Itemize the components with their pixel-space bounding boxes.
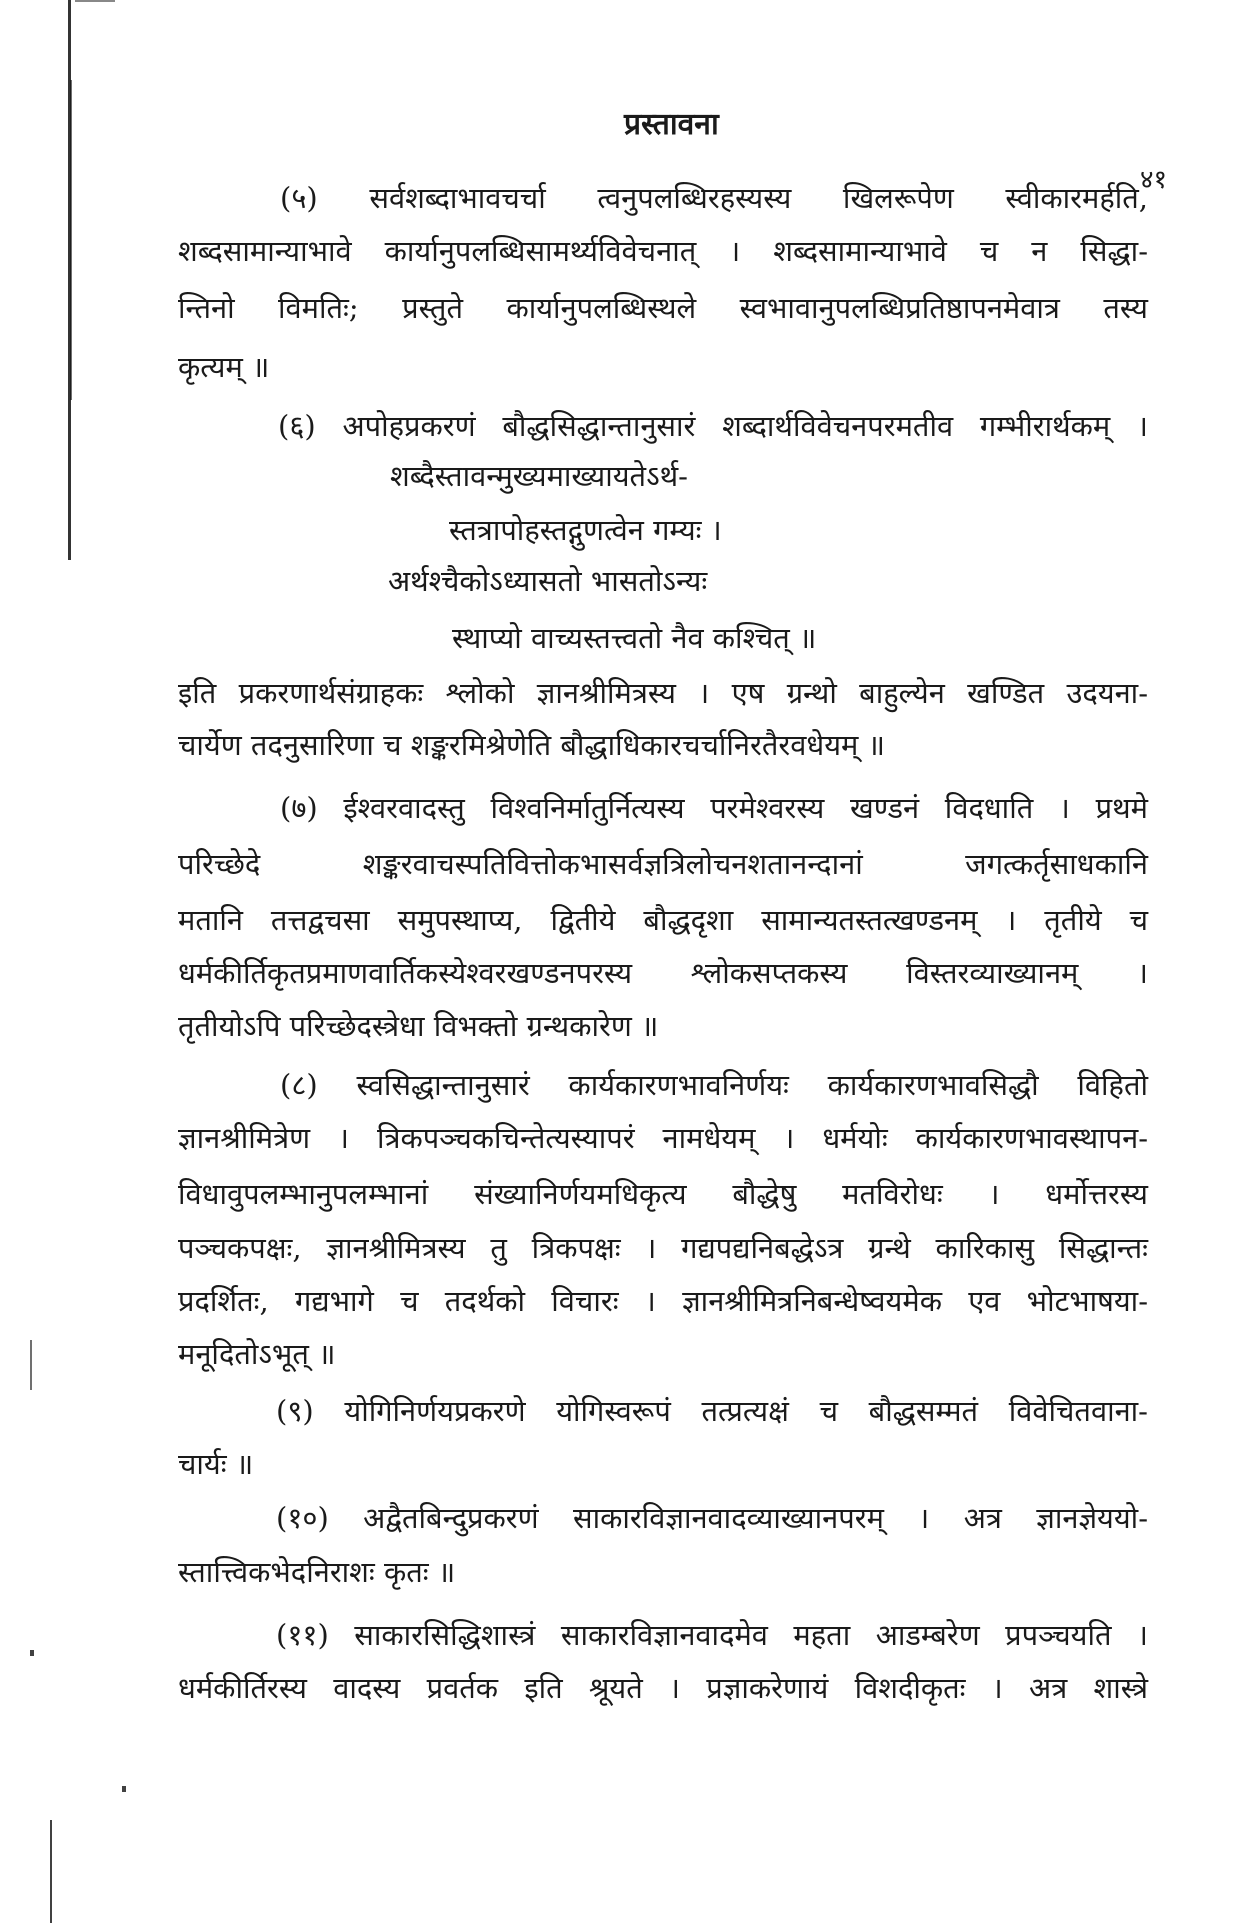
verse-line: शब्दैस्तावन्मुख्यमाख्यायतेऽर्थ- [390, 459, 688, 493]
paragraph-line: स्तात्त्विकभेदनिराशः कृतः ॥ [178, 1555, 456, 1589]
paragraph-line: (६) अपोहप्रकरणं बौद्धसिद्धान्तानुसारं शब्दार्थविवेचनपरमतीव गम्भीरार्थकम् । [278, 409, 1148, 443]
running-header: प्रस्तावना [624, 107, 719, 142]
paragraph-line: (१०) अद्वैतबिन्दुप्रकरणं साकारविज्ञानवादव्याख्यानपरम् । अत्र ज्ञानज्ञेययो- [276, 1501, 1148, 1535]
paragraph-line: धर्मकीर्तिकृतप्रमाणवार्तिकस्येश्वरखण्डनपरस्य श्लोकसप्तकस्य विस्तरव्याख्यानम् । [178, 956, 1148, 990]
paragraph-line: मतानि तत्तद्वचसा समुपस्थाप्य, द्वितीये बौद्धदृशा सामान्यतस्तत्खण्डनम् । तृतीये च [178, 903, 1148, 937]
scan-edge-mark [50, 1820, 52, 1923]
paragraph-line: परिच्छेदे शङ्करवाचस्पतिवित्तोकभासर्वज्ञत्रिलोचनशतानन्दानां जगत्कर्तृसाधकानि [178, 847, 1148, 881]
paragraph-line: (११) साकारसिद्धिशास्त्रं साकारविज्ञानवादमेव महता आडम्बरेण प्रपञ्चयति । [276, 1618, 1148, 1652]
paragraph-line: ज्ञानश्रीमित्रेण । त्रिकपञ्चकचिन्तेत्यस्यापरं नामधेयम् । धर्मयोः कार्यकारणभावस्थापन- [178, 1121, 1148, 1155]
paragraph-line: चार्येण तदनुसारिणा च शङ्करमिश्रेणेति बौद्धाधिकारचर्चानिरतैरवधेयम् ॥ [178, 728, 885, 762]
paragraph-line: धर्मकीर्तिरस्य वादस्य प्रवर्तक इति श्रूयते । प्रज्ञाकरेणायं विशदीकृतः । अत्र शास्त्रे [178, 1671, 1148, 1705]
scan-edge-mark [30, 1650, 34, 1656]
verse-line: अर्थश्चैकोऽध्यासतो भासतोऽन्यः [388, 564, 708, 598]
paragraph-line: न्तिनो विमतिः; प्रस्तुते कार्यानुपलब्धिस्थले स्वभावानुपलब्धिप्रतिष्ठापनमेवात्र तस्य [178, 291, 1148, 325]
paragraph-line: मनूदितोऽभूत् ॥ [178, 1337, 336, 1371]
paragraph-line: शब्दसामान्याभावे कार्यानुपलब्धिसामर्थ्यविवेचनात् । शब्दसामान्याभावे च न सिद्धा- [178, 234, 1148, 268]
page-number: ४१ [1140, 165, 1168, 195]
paragraph-line: पञ्चकपक्षः, ज्ञानश्रीमित्रस्य तु त्रिकपक्षः । गद्यपद्यनिबद्धेऽत्र ग्रन्थे कारिकासु सिद्धान्तः [178, 1231, 1148, 1265]
scan-edge-mark [30, 1340, 32, 1390]
paragraph-line: इति प्रकरणार्थसंग्राहकः श्लोको ज्ञानश्रीमित्रस्य । एष ग्रन्थो बाहुल्येन खण्डित उदयना- [178, 676, 1148, 710]
verse-line: स्थाप्यो वाच्यस्तत्त्वतो नैव कश्चित् ॥ [452, 621, 817, 655]
paragraph-line: तृतीयोऽपि परिच्छेदस्त्रेधा विभक्तो ग्रन्थकारेण ॥ [178, 1009, 659, 1043]
paragraph-line: (८) स्वसिद्धान्तानुसारं कार्यकारणभावनिर्णयः कार्यकारणभावसिद्धौ विहितो [280, 1068, 1148, 1102]
paragraph-line: (५) सर्वशब्दाभावचर्चा त्वनुपलब्धिरहस्यस्य खिलरूपेण स्वीकारमर्हति, [280, 181, 1148, 215]
scan-edge-mark [122, 1786, 126, 1792]
verse-line: स्तत्रापोहस्तद्गुणत्वेन गम्यः । [449, 513, 722, 547]
paragraph-line: (७) ईश्वरवादस्तु विश्वनिर्मातुर्नित्यस्य परमेश्वरस्य खण्डनं विदधाति । प्रथमे [280, 791, 1148, 825]
scan-edge-mark [75, 0, 115, 2]
paragraph-line: विधावुपलम्भानुपलम्भानां संख्यानिर्णयमधिकृत्य बौद्धेषु मतविरोधः । धर्मोत्तरस्य [178, 1177, 1148, 1211]
paragraph-line: प्रदर्शितः, गद्यभागे च तदर्थको विचारः । ज्ञानश्रीमित्रनिबन्धेष्वयमेक एव भोटभाषया- [178, 1284, 1148, 1318]
paragraph-line: चार्यः ॥ [178, 1447, 254, 1481]
scan-edge-mark [70, 80, 72, 400]
paragraph-line: कृत्यम् ॥ [178, 350, 270, 384]
paragraph-line: (९) योगिनिर्णयप्रकरणे योगिस्वरूपं तत्प्रत्यक्षं च बौद्धसम्मतं विवेचितवाना- [276, 1394, 1148, 1428]
